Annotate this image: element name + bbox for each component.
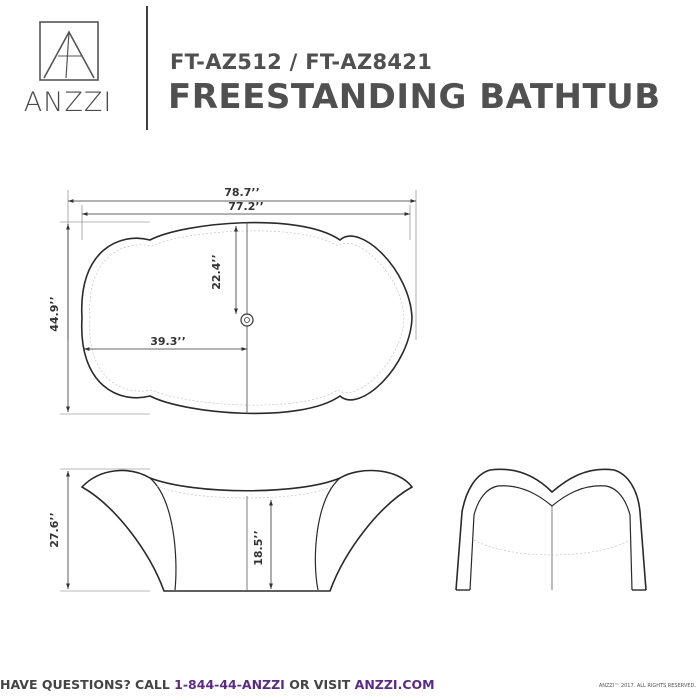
dim-drain-offset: 39.3’’ — [150, 335, 186, 348]
drain-icon — [241, 314, 253, 326]
footer-question: HAVE QUESTIONS? CALL — [0, 677, 175, 692]
model-number: FT-AZ512 / FT-AZ8421 — [170, 50, 433, 74]
side-view — [456, 469, 646, 590]
phone-link[interactable]: 1-844-44-ANZZI — [174, 677, 285, 692]
website-link[interactable]: ANZZI.COM — [354, 677, 435, 692]
footer-contact — [0, 677, 435, 692]
dim-inner-depth: 18.5’’ — [252, 530, 265, 566]
dim-overall-length: 78.7’’ — [224, 186, 260, 199]
dim-overall-width: 44.9’’ — [48, 296, 61, 332]
dim-overall-height: 27.6’’ — [48, 512, 61, 548]
dim-inner-length: 77.2’’ — [228, 200, 264, 213]
copyright-notice: ANZZI™ 2017. ALL RIGHTS RESERVED. — [598, 683, 696, 689]
tub-side-outline — [456, 469, 646, 590]
footer-visit: OR VISIT — [284, 677, 355, 692]
top-view — [60, 190, 416, 414]
page-title: FREESTANDING BATHTUB — [168, 77, 661, 117]
front-view — [60, 469, 412, 591]
dim-half-width: 22.4’’ — [210, 254, 223, 290]
logo-wordmark: ANZZI — [23, 87, 113, 118]
